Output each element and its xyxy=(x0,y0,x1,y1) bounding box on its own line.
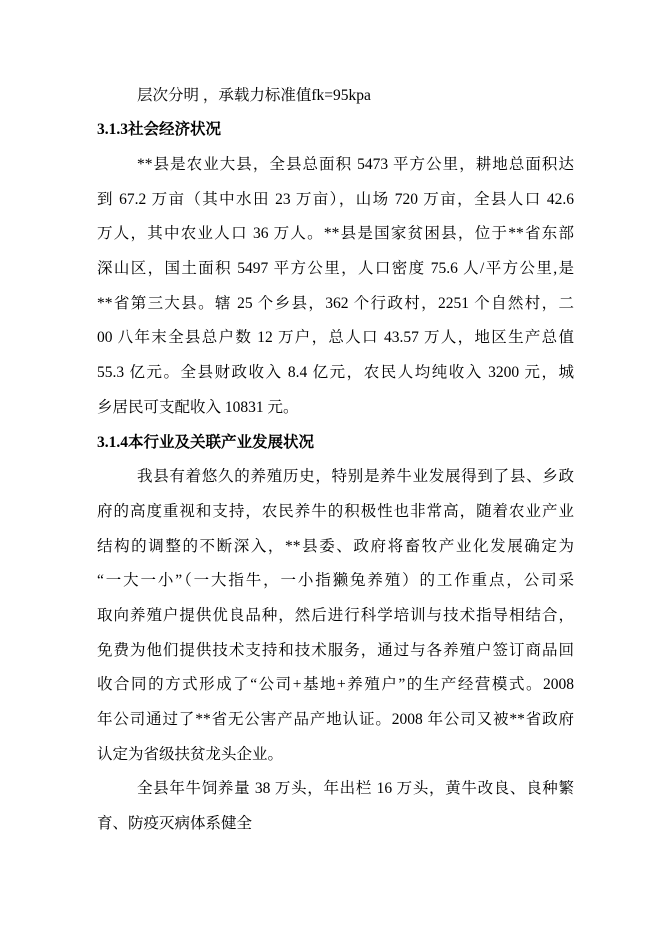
paragraph-socioeconomic xyxy=(97,148,574,426)
paragraph-line: 00 八年末全县总户数 12 万户，总人口 43.57 万人，地区生产总值 xyxy=(97,329,574,347)
continued-text-line: 层次分明 ，承载力标准值fk=95kpa xyxy=(137,86,371,104)
paragraph-line: 结构的调整的不断深入，**县委、政府将畜牧产业化发展确定为 xyxy=(97,537,574,555)
paragraph-line: 55.3 亿元。全县财政收入 8.4 亿元，农民人均纯收入 3200 元，城 xyxy=(97,364,574,382)
paragraph-line: 乡居民可支配收入 10831 元。 xyxy=(97,398,299,416)
paragraph-industry-development xyxy=(97,460,574,772)
paragraph-line: 到 67.2 万亩（其中水田 23 万亩），山场 720 万亩，全县人口 42.6 xyxy=(97,190,574,208)
section-heading-3-1-4: 3.1.4本行业及关联产业发展状况 xyxy=(97,433,315,451)
paragraph-line: 年公司通过了**省无公害产品产地认证。2008 年公司又被**省政府 xyxy=(97,711,574,729)
paragraph-line: 全县年牛饲养量 38 万头，年出栏 16 万头，黄牛改良、良种繁 xyxy=(137,780,574,798)
paragraph-line: 府的高度重视和支持，农民养牛的积极性也非常高，随着农业产业 xyxy=(97,502,574,520)
paragraph-line: 深山区，国土面积 5497 平方公里，人口密度 75.6 人/平方公里,是 xyxy=(97,260,574,278)
paragraph-line: 收合同的方式形成了“公司+基地+养殖户”的生产经营模式。2008 xyxy=(97,676,574,694)
paragraph-line: **省第三大县。辖 25 个乡县，362 个行政村，2251 个自然村，二 xyxy=(97,294,574,312)
paragraph-line: 免费为他们提供技术支持和技术服务，通过与各养殖户签订商品回 xyxy=(97,641,574,659)
paragraph-line: 取向养殖户提供优良品种，然后进行科学培训与技术指导相结合， xyxy=(97,606,574,624)
page-body xyxy=(97,79,574,842)
paragraph-line: 我县有着悠久的养殖历史，特别是养牛业发展得到了县、乡政 xyxy=(137,468,574,486)
paragraph-line: 认定为省级扶贫龙头企业。 xyxy=(97,745,284,763)
paragraph-line: 育、防疫灭病体系健全 xyxy=(97,815,253,833)
paragraph-line: “一大一小”（一大指牛，一小指獭兔养殖）的工作重点，公司采 xyxy=(97,572,574,590)
paragraph-line: 万人，其中农业人口 36 万人。**县是国家贫困县，位于**省东部 xyxy=(97,225,574,243)
paragraph-line: **县是农业大县，全县总面积 5473 平方公里，耕地总面积达 xyxy=(137,156,574,174)
section-heading-3-1-3: 3.1.3社会经济状况 xyxy=(97,121,222,139)
paragraph-cattle-breeding xyxy=(97,772,574,841)
